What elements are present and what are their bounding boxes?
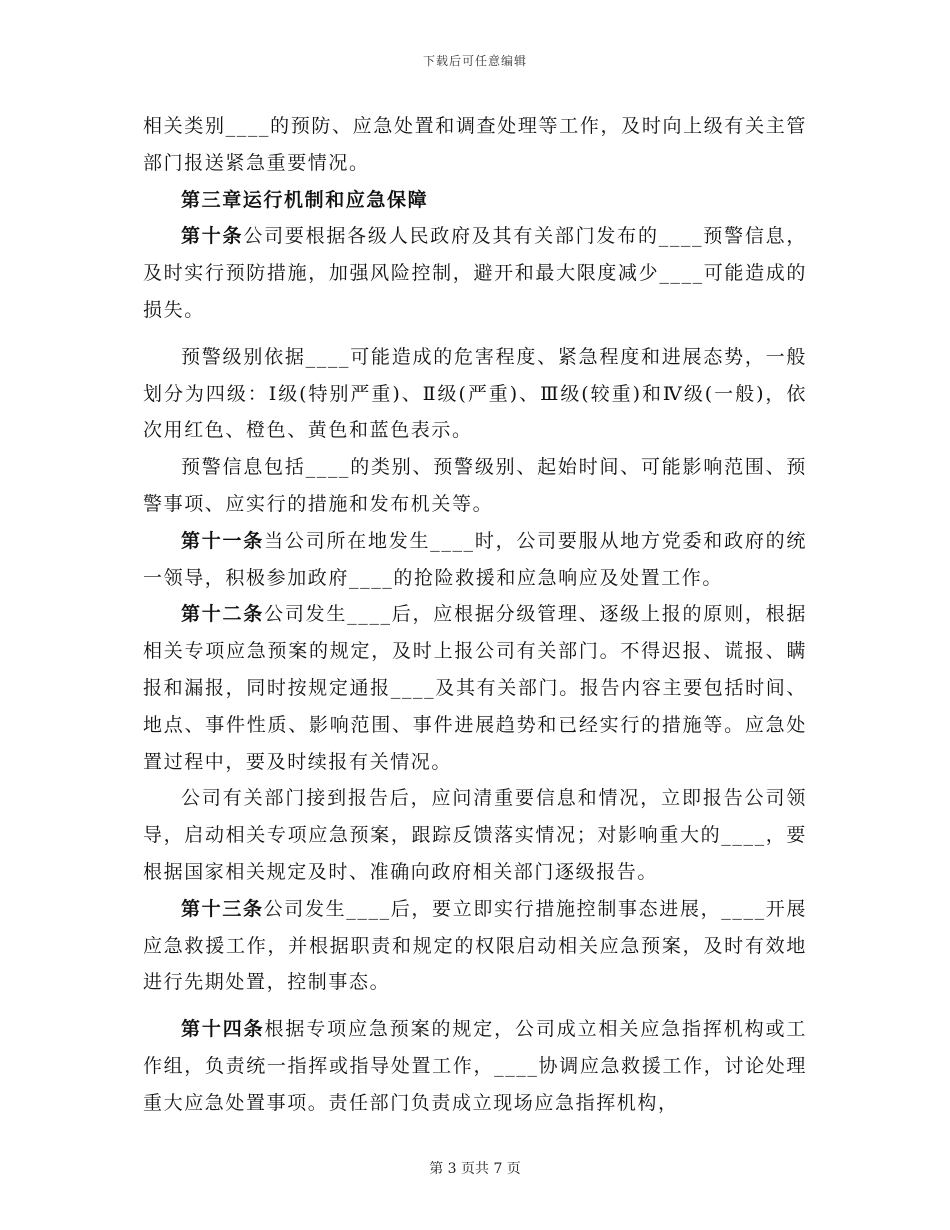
article-text: 当公司所在地发生____时，公司要服从地方党委和政府的统一领导，积极参加政府____的抢险救援和应急响应及处置工作。 xyxy=(143,529,807,589)
paragraph-warning-info: 预警信息包括____的类别、预警级别、起始时间、可能影响范围、预警事项、应实行的措施和发布机关等。 xyxy=(143,456,807,515)
chapter-title: 第三章运行机制和应急保障 xyxy=(181,188,429,211)
article-text: 公司发生____后，要立即实行措施控制事态进展，____开展应急救援工作，并根据职责和规定的权限启动相关应急预案，及时有效地进行先期处置，控制事态。 xyxy=(143,897,807,994)
article-label: 第十二条 xyxy=(181,603,265,626)
article-label: 第十条 xyxy=(181,225,244,248)
article-13 xyxy=(143,891,807,1001)
paragraph-continuation: 相关类别____的预防、应急处置和调查处理等工作，及时向上级有关主管部门报送紧急重要情况。 xyxy=(143,115,807,174)
article-text: 公司发生____后，应根据分级管理、逐级上报的原则，根据相关专项应急预案的规定，及时上报公司有关部门。不得迟报、谎报、瞒报和漏报，同时按规定通报____及其有关部门。报告内容主要包括时间、地点、事件性质、影响范围、事件进展趋势和已经实行的措施等。应急处置过程中，要及时续报有关情况。 xyxy=(143,603,807,773)
article-12 xyxy=(143,596,807,780)
article-text: 根据专项应急预案的规定，公司成立相关应急指挥机构或工作组，负责统一指挥或指导处置工作，____协调应急救援工作，讨论处理重大应急处置事项。责任部门负责成立现场应急指挥机构， xyxy=(143,1018,808,1114)
paragraph-report-handling: 公司有关部门接到报告后，应问清重要信息和情况，立即报告公司领导，启动相关专项应急预案，跟踪反馈落实情况；对影响重大的____，要根据国家相关规定及时、准确向政府相关部门逐级报告。 xyxy=(143,787,807,883)
article-14 xyxy=(143,1011,807,1121)
article-label: 第十四条 xyxy=(181,1018,265,1041)
document-body xyxy=(143,108,807,1122)
article-11 xyxy=(143,523,807,597)
article-label: 第十三条 xyxy=(181,897,264,920)
article-label: 第十一条 xyxy=(181,529,265,552)
article-text: 公司要根据各级人民政府及其有关部门发布的____预警信息，及时实行预防措施，加强风险控制，避开和最大限度减少____可能造成的损失。 xyxy=(143,225,807,321)
paragraph-warning-levels: 预警级别依据____可能造成的危害程度、紧急程度和进展态势，一般划分为四级：Ⅰ级(特别严重)、Ⅱ级(严重)、Ⅲ级(较重)和Ⅳ级(一般)，依次用红色、橙色、黄色和蓝色表示。 xyxy=(143,345,807,442)
article-10 xyxy=(143,218,807,328)
page-number: 第 3 页共 7 页 xyxy=(429,1161,521,1177)
page-header: 下载后可任意编辑 xyxy=(422,54,527,68)
